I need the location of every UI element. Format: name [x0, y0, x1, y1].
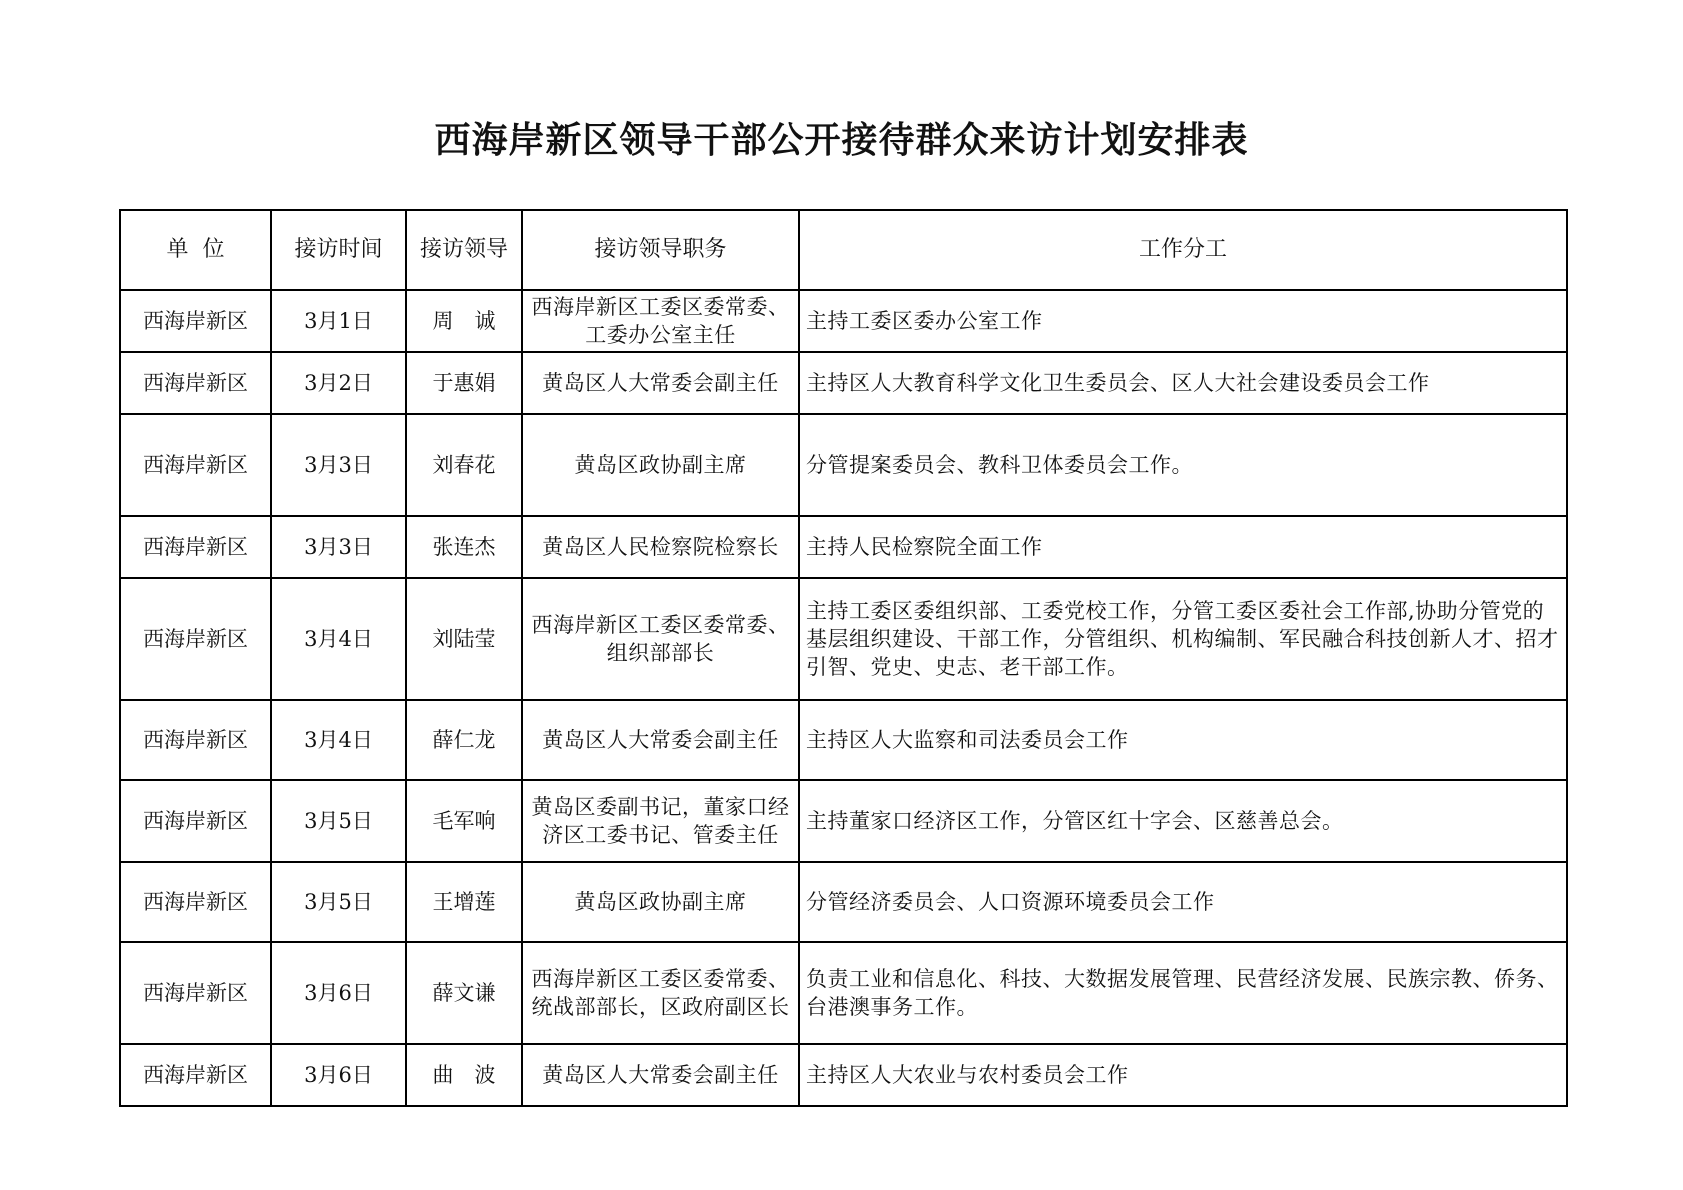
- cell-position: 黄岛区人大常委会副主任: [522, 352, 799, 414]
- cell-duty: 主持工委区委办公室工作: [799, 290, 1567, 352]
- table-row: [120, 414, 1567, 516]
- cell-date: 3月2日: [271, 352, 406, 414]
- cell-date: 3月3日: [271, 516, 406, 578]
- cell-date: 3月4日: [271, 700, 406, 780]
- cell-leader: 周 诚: [406, 290, 522, 352]
- schedule-table: [119, 209, 1568, 1107]
- table-row: [120, 578, 1567, 700]
- cell-duty: 主持区人大农业与农村委员会工作: [799, 1044, 1567, 1106]
- cell-duty: 主持人民检察院全面工作: [799, 516, 1567, 578]
- cell-leader: 薛仁龙: [406, 700, 522, 780]
- cell-date: 3月3日: [271, 414, 406, 516]
- cell-unit: 西海岸新区: [120, 516, 271, 578]
- cell-unit: 西海岸新区: [120, 942, 271, 1044]
- cell-leader: 于惠娟: [406, 352, 522, 414]
- table-row: [120, 290, 1567, 352]
- cell-duty: 主持工委区委组织部、工委党校工作，分管工委区委社会工作部,协助分管党的基层组织建设、干部工作，分管组织、机构编制、军民融合科技创新人才、招才引智、党史、史志、老干部工作。: [799, 578, 1567, 700]
- cell-unit: 西海岸新区: [120, 1044, 271, 1106]
- cell-position: 西海岸新区工委区委常委、统战部部长，区政府副区长: [522, 942, 799, 1044]
- cell-duty: 分管经济委员会、人口资源环境委员会工作: [799, 862, 1567, 942]
- cell-leader: 毛军响: [406, 780, 522, 862]
- cell-position: 黄岛区委副书记，董家口经济区工委书记、管委主任: [522, 780, 799, 862]
- cell-unit: 西海岸新区: [120, 290, 271, 352]
- cell-unit: 西海岸新区: [120, 414, 271, 516]
- cell-duty: 主持区人大监察和司法委员会工作: [799, 700, 1567, 780]
- cell-position: 黄岛区人民检察院检察长: [522, 516, 799, 578]
- cell-leader: 王增莲: [406, 862, 522, 942]
- cell-date: 3月5日: [271, 780, 406, 862]
- table-header-row: [120, 210, 1567, 290]
- table-row: [120, 942, 1567, 1044]
- header-date: 接访时间: [271, 210, 406, 290]
- cell-leader: 薛文谦: [406, 942, 522, 1044]
- cell-leader: 刘陆莹: [406, 578, 522, 700]
- cell-date: 3月5日: [271, 862, 406, 942]
- cell-duty: 主持董家口经济区工作，分管区红十字会、区慈善总会。: [799, 780, 1567, 862]
- cell-position: 黄岛区人大常委会副主任: [522, 700, 799, 780]
- cell-duty: 负责工业和信息化、科技、大数据发展管理、民营经济发展、民族宗教、侨务、台港澳事务工作。: [799, 942, 1567, 1044]
- cell-position: 西海岸新区工委区委常委、工委办公室主任: [522, 290, 799, 352]
- header-position: 接访领导职务: [522, 210, 799, 290]
- cell-position: 黄岛区人大常委会副主任: [522, 1044, 799, 1106]
- cell-unit: 西海岸新区: [120, 578, 271, 700]
- table-row: [120, 516, 1567, 578]
- cell-leader: 张连杰: [406, 516, 522, 578]
- cell-leader: 曲 波: [406, 1044, 522, 1106]
- cell-unit: 西海岸新区: [120, 862, 271, 942]
- cell-duty: 主持区人大教育科学文化卫生委员会、区人大社会建设委员会工作: [799, 352, 1567, 414]
- header-leader: 接访领导: [406, 210, 522, 290]
- table-row: [120, 352, 1567, 414]
- page-title: 西海岸新区领导干部公开接待群众来访计划安排表: [434, 119, 1249, 161]
- table-row: [120, 780, 1567, 862]
- table-row: [120, 862, 1567, 942]
- cell-unit: 西海岸新区: [120, 352, 271, 414]
- table-row: [120, 700, 1567, 780]
- cell-position: 黄岛区政协副主席: [522, 862, 799, 942]
- cell-position: 黄岛区政协副主席: [522, 414, 799, 516]
- cell-date: 3月6日: [271, 1044, 406, 1106]
- cell-position: 西海岸新区工委区委常委、组织部部长: [522, 578, 799, 700]
- cell-date: 3月1日: [271, 290, 406, 352]
- cell-duty: 分管提案委员会、教科卫体委员会工作。: [799, 414, 1567, 516]
- cell-unit: 西海岸新区: [120, 700, 271, 780]
- header-duty: 工作分工: [799, 210, 1567, 290]
- cell-date: 3月6日: [271, 942, 406, 1044]
- cell-unit: 西海岸新区: [120, 780, 271, 862]
- cell-date: 3月4日: [271, 578, 406, 700]
- header-unit: 单 位: [120, 210, 271, 290]
- table-row: [120, 1044, 1567, 1106]
- cell-leader: 刘春花: [406, 414, 522, 516]
